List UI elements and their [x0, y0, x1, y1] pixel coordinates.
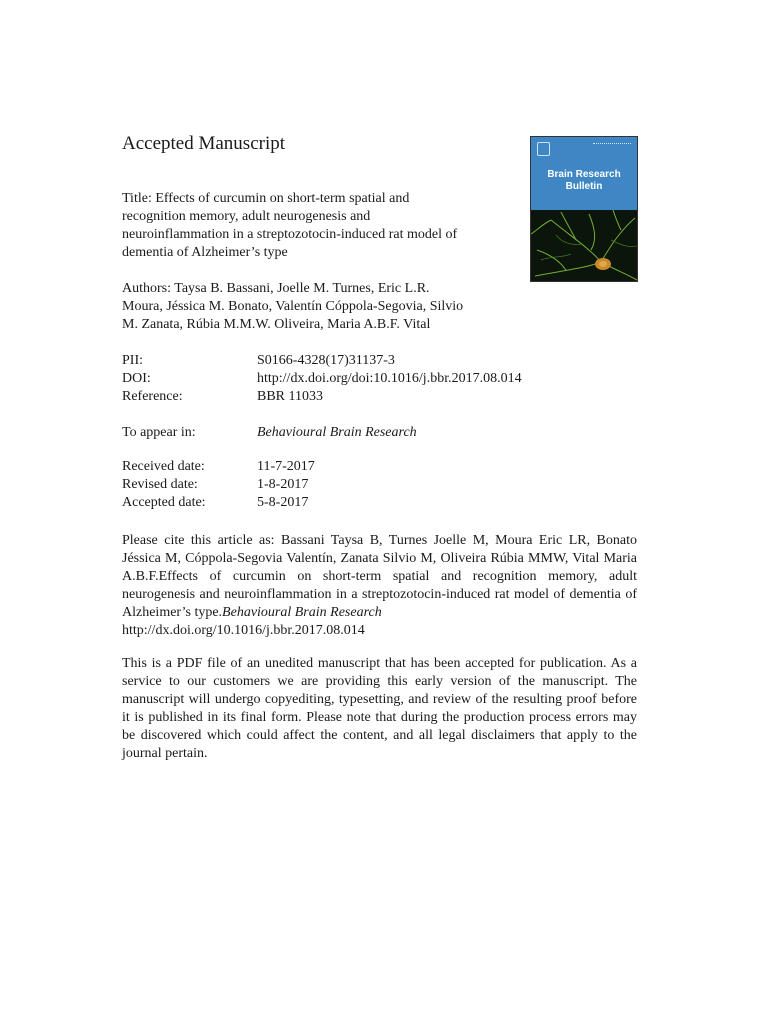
cover-masthead-dots: [593, 143, 631, 147]
cover-title-line-1: Brain Research: [547, 169, 621, 180]
doi-link[interactable]: http://dx.doi.org/doi:10.1016/j.bbr.2017.08.014: [257, 371, 522, 386]
title-line-1: Title: Effects of curcumin on short-term spatial and: [122, 191, 410, 206]
journal-cover-image: [530, 136, 638, 282]
appear-journal: Behavioural Brain Research: [257, 425, 417, 440]
title-line-2: recognition memory, adult neurogenesis and: [122, 209, 371, 224]
reference-label: Reference:: [122, 389, 183, 404]
authors-line-3: M. Zanata, Rúbia M.M.W. Oliveira, Maria A.B.F. Vital: [122, 317, 431, 332]
neuron-illustration-icon: [531, 210, 637, 282]
page-heading: Accepted Manuscript: [122, 133, 286, 154]
received-label: Received date:: [122, 459, 205, 474]
accepted-value: 5-8-2017: [257, 495, 309, 510]
reference-value: BBR 11033: [257, 389, 323, 404]
publisher-logo-icon: [537, 142, 550, 156]
authors-line-1: Authors: Taysa B. Bassani, Joelle M. Turnes, Eric L.R.: [122, 281, 430, 296]
citation-journal: Behavioural Brain Research: [222, 605, 382, 620]
authors-line-2: Moura, Jéssica M. Bonato, Valentín Cóppola-Segovia, Silvio: [122, 299, 464, 314]
cover-header-band: [531, 137, 637, 210]
citation-paragraph: [122, 532, 637, 640]
citation-doi-link[interactable]: http://dx.doi.org/10.1016/j.bbr.2017.08.014: [122, 623, 365, 638]
revised-value: 1-8-2017: [257, 477, 309, 492]
revised-label: Revised date:: [122, 477, 198, 492]
pii-label: PII:: [122, 353, 143, 368]
doi-label: DOI:: [122, 371, 151, 386]
pii-value: S0166-4328(17)31137-3: [257, 353, 395, 368]
received-value: 11-7-2017: [257, 459, 315, 474]
cover-title-line-2: Bulletin: [565, 181, 603, 192]
accepted-label: Accepted date:: [122, 495, 206, 510]
disclaimer-paragraph: This is a PDF file of an unedited manuscript that has been accepted for publication. As a service to our customers we are providing this early version of the manuscript. The manuscript will undergo copyediting, typesetting, and review of the resulting proof before it is published in its final form. Please note that during the production process errors may be discovered which could affect the content, and all legal disclaimers that apply to the journal pertain.: [122, 656, 637, 761]
cover-journal-title: [531, 169, 637, 193]
citation-text: Please cite this article as: Bassani Taysa B, Turnes Joelle M, Moura Eric LR, Bonato Jéssica M, Cóppola-Segovia Valentín, Zanata Silvio M, Oliveira Rúbia MMW, Vital Maria A.B.F.Effects of curcumin on short-term spatial and recognition memory, adult neurogenesis and neuroinflammation in a streptozotocin-induced rat model of dementia of Alzheimer’s type.: [122, 533, 637, 620]
appear-label: To appear in:: [122, 425, 196, 440]
title-line-4: dementia of Alzheimer’s type: [122, 245, 288, 260]
title-line-3: neuroinflammation in a streptozotocin-induced rat model of: [122, 227, 458, 242]
